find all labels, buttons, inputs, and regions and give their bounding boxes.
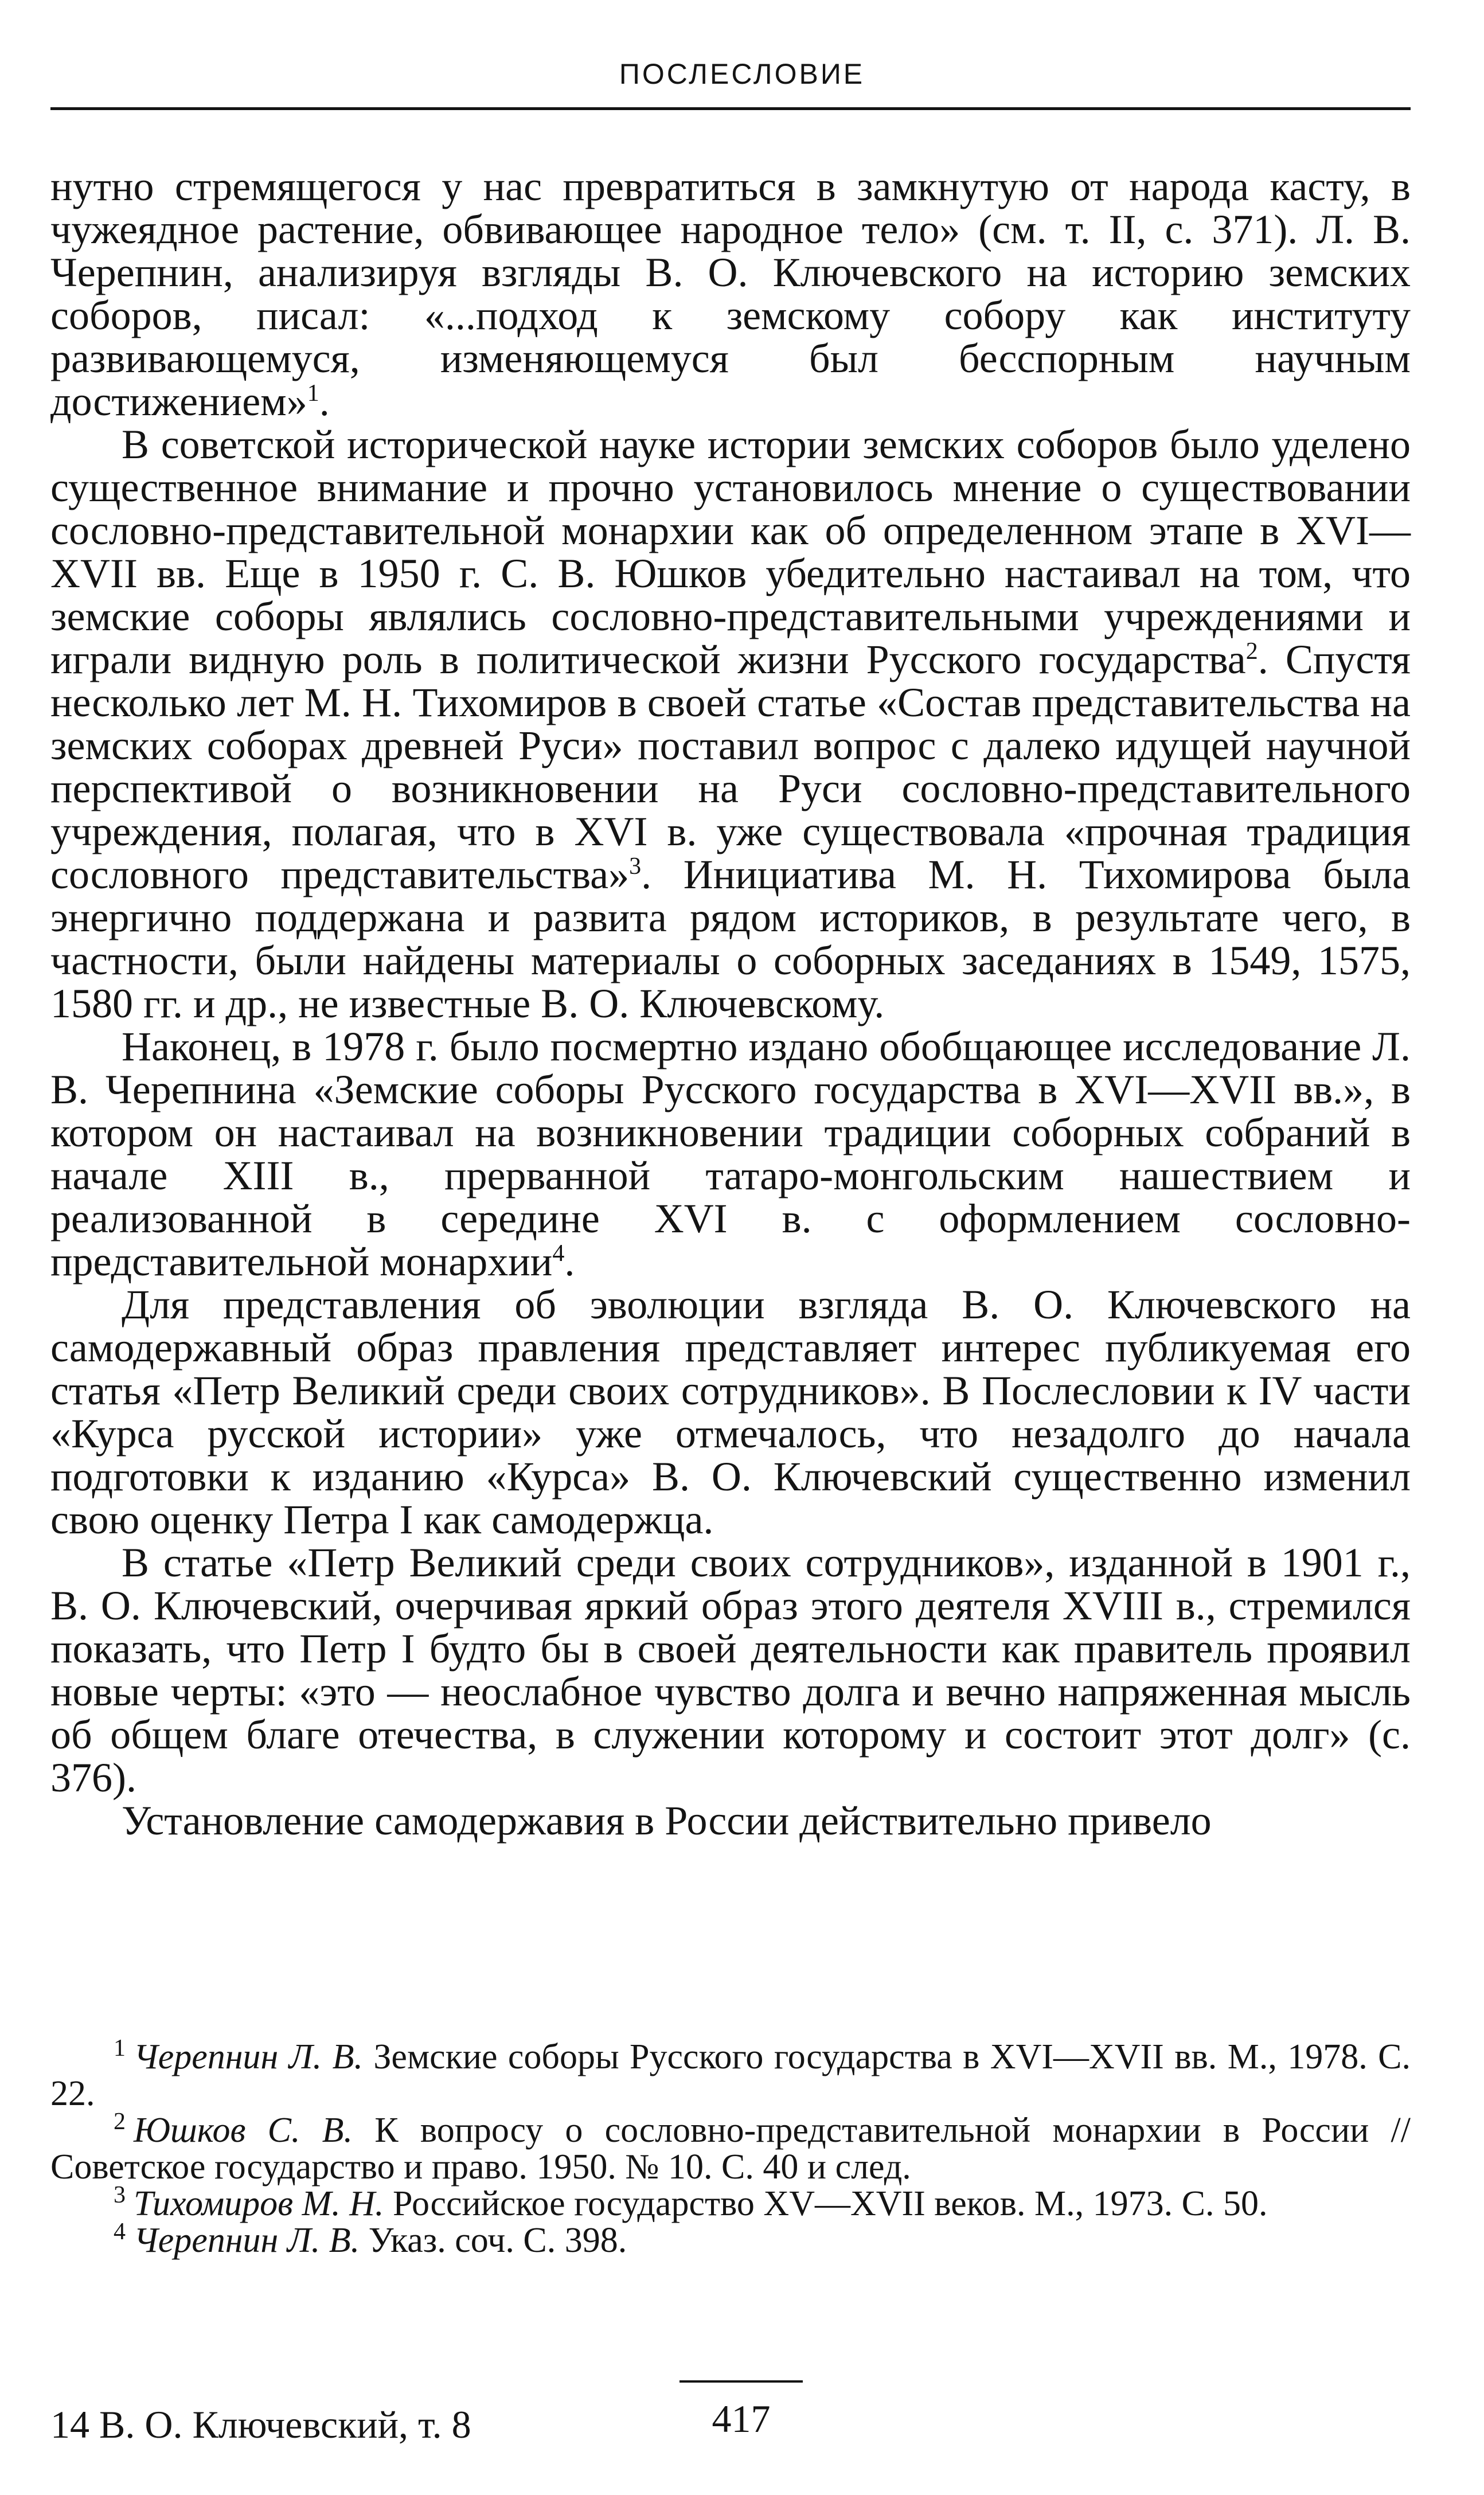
- footnote-number: 4: [114, 2219, 126, 2246]
- footnote-number: 3: [114, 2182, 126, 2209]
- paragraph-2-text-b: . Спустя несколько лет М. Н. Тихомиров в своей статье «Состав представительства на земских соборах древней Руси» поставил вопрос с далеко идущей научной перспективой о возникновении на Руси сословно-представительного учреждения, полагая, что в XVI в. уже существовала «прочная традиция сословного представительства»: [50, 637, 1411, 897]
- footnote-author: Тихомиров М. Н.: [134, 2184, 384, 2223]
- footnote-author: Черепнин Л. В.: [134, 2037, 363, 2076]
- footnote-number: 1: [114, 2035, 126, 2062]
- footnote-author: Юшков С. В.: [134, 2111, 353, 2150]
- main-text: [50, 165, 1411, 1842]
- footnote-4: [50, 2219, 1411, 2260]
- paragraph-1: [50, 165, 1411, 423]
- footnote-ref-1[interactable]: 1: [307, 380, 319, 407]
- footnote-text: Указ. соч. С. 398.: [368, 2221, 627, 2260]
- footnote-ref-2[interactable]: 2: [1245, 638, 1258, 665]
- paragraph-2-text-c: . Инициатива М. Н. Тихомирова была энергично поддержана и развита рядом историков, в результате чего, в частности, были найдены материалы о соборных заседаниях в 1549, 1575, 1580 гг. и др., не известные В. О. Ключевскому.: [50, 852, 1411, 1026]
- paragraph-3-text: Наконец, в 1978 г. было посмертно издано обобщающее исследование Л. В. Черепнина «Земские соборы Русского государства в XVI—XVII вв.», в котором он настаивал на возникновении традиции соборных собраний в начале XIII в., прерванной татаро-монгольским нашествием и реализованной в середине XVI в. с оформлением сословно-представительной монархии: [50, 1024, 1411, 1284]
- paragraph-6: [50, 1799, 1411, 1842]
- footnote-ref-3[interactable]: 3: [629, 853, 642, 880]
- footnote-3: [50, 2182, 1411, 2223]
- footnote-text: Земские соборы Русского государства в XVI—XVII вв. М., 1978. С. 22.: [50, 2037, 1411, 2113]
- header-rule: [50, 107, 1411, 110]
- footnote-text: Российское государство XV—XVII веков. М., 1973. С. 50.: [393, 2184, 1268, 2223]
- running-header: ПОСЛЕСЛОВИЕ: [619, 58, 865, 90]
- page-number: 417: [712, 2397, 771, 2441]
- footnote-author: Черепнин Л. В.: [134, 2221, 360, 2260]
- paragraph-2-text: В советской исторической науке истории земских соборов было уделено существенное внимание и прочно установилось мнение о существовании сословно-представительной монархии как об определенном этапе в XVI—XVII вв. Еще в 1950 г. С. В. Юшков убедительно настаивал на том, что земские соборы являлись сословно-представительными учреждениями и играли видную роль в политической жизни Русского государства: [50, 421, 1411, 682]
- printer-signature: 14 В. О. Ключевский, т. 8: [50, 2403, 471, 2446]
- footnote-text: К вопросу о сословно-представительной монархии в России // Советское государство и право. 1950. № 10. С. 40 и след.: [50, 2111, 1411, 2186]
- paragraph-5-text: В статье «Петр Великий среди своих сотрудников», изданной в 1901 г., В. О. Ключевский, очерчивая яркий образ этого деятеля XVIII в., стремился показать, что Петр I будто бы в своей деятельности как правитель проявил новые черты: «это — неослабное чувство долга и вечно напряженная мысль об общем благе отечества, в служении которому и состоит этот долг» (с. 376).: [50, 1540, 1411, 1801]
- paragraph-6-text: Установление самодержавия в России действительно привело: [122, 1798, 1212, 1844]
- paragraph-4: [50, 1283, 1411, 1541]
- footnote-2: [50, 2109, 1411, 2186]
- paragraph-5: [50, 1541, 1411, 1799]
- page-number-rule: [679, 2380, 803, 2383]
- paragraph-2: [50, 423, 1411, 1025]
- paragraph-1-end: .: [319, 378, 330, 424]
- footnote-1: [50, 2035, 1411, 2113]
- footnote-number: 2: [114, 2109, 126, 2135]
- footnotes: [50, 2035, 1411, 2260]
- footnote-ref-4[interactable]: 4: [552, 1240, 565, 1267]
- paragraph-3-end: .: [564, 1239, 575, 1284]
- paragraph-4-text: Для представления об эволюции взгляда В. О. Ключевского на самодержавный образ правления представляет интерес публикуемая его статья «Петр Великий среди своих сотрудников». В Послесловии к IV части «Курса русской истории» уже отмечалось, что незадолго до начала подготовки к изданию «Курса» В. О. Ключевский существенно изменил свою оценку Петра I как самодержца.: [50, 1282, 1411, 1543]
- paragraph-3: [50, 1025, 1411, 1283]
- paragraph-1-text: нутно стремящегося у нас превратиться в замкнутую от народа касту, в чужеядное растение, обвивающее народное тело» (см. т. II, с. 371). Л. В. Черепнин, анализируя взгляды В. О. Ключевского на историю земских соборов, писал: «...подход к земскому собору как институту развивающемуся, изменяющемуся был бесспорным научным достижением»: [50, 163, 1411, 424]
